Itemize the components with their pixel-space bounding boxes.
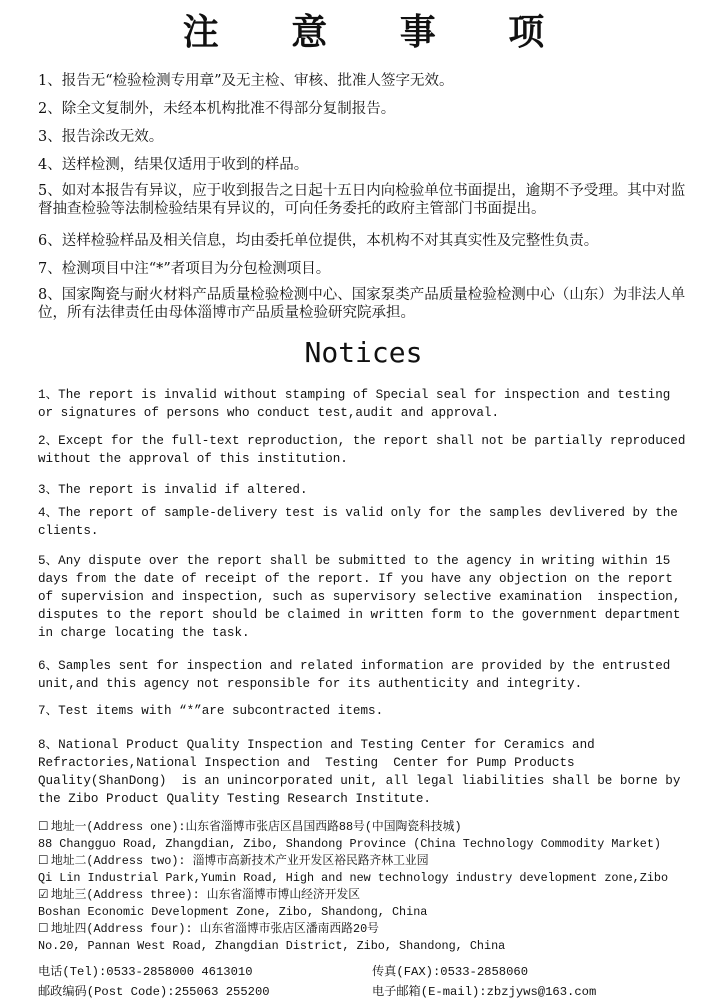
notice-list-english	[38, 386, 693, 808]
address-four-english: No.20, Pannan West Road, Zhangdian District, Zibo, Shandong, China	[38, 938, 506, 953]
address-four-label: 地址四(Address four): 山东省淄博市张店区潘南西路20号	[51, 922, 379, 936]
notice-item-en-2: 2、Except for the full-text reproduction, the report shall not be partially reproduced without the approval of this institution.	[38, 434, 693, 466]
address-one-english: 88 Changguo Road, Zhangdian, Zibo, Shandong Province (China Technology Commodity Market)	[38, 836, 661, 851]
notice-item-cn-6: 6、送样检验样品及相关信息，均由委托单位提供，本机构不对其真实性及完整性负责。	[38, 233, 599, 249]
notice-item-en-5: 5、Any dispute over the report shall be submitted to the agency in writing within 15 days from the date of receipt of the report. If you have any objection on the report of supervision and inspection, such as supervisory selective examination inspection, disputes to the report should be claimed in written form to the government department in charge locating the task.	[38, 554, 688, 640]
address-two-checkbox[interactable]: ☐	[38, 853, 49, 867]
notice-item-en-7: 7、Test items with “*”are subcontracted items.	[38, 704, 384, 718]
notice-item-cn-5: 5、如对本报告有异议，应于收到报告之日起十五日内向检验单位书面提出，逾期不予受理。其中对监督抽查检验等法制检验结果有异议的，可向任务委托的政府主管部门书面提出。	[38, 183, 686, 217]
notice-list-chinese	[38, 72, 698, 322]
address-four-checkbox[interactable]: ☐	[38, 921, 49, 935]
page-title-english: Notices	[304, 336, 423, 369]
notice-item-cn-2: 2、除全文复制外，未经本机构批准不得部分复制报告。	[38, 101, 396, 117]
notice-item-cn-3: 3、报告涂改无效。	[38, 129, 164, 145]
telephone: 电话(Tel):0533-2858000 4613010	[38, 965, 253, 979]
notice-item-en-4: 4、The report of sample-delivery test is valid only for the samples devlivered by the clients.	[38, 506, 686, 538]
notice-item-cn-8: 8、国家陶瓷与耐火材料产品质量检验检测中心、国家泵类产品质量检验检测中心（山东）为非法人单位，所有法律责任由母体淄博市产品质量检验研究院承担。	[38, 287, 686, 321]
email-address[interactable]: 电子邮箱(E-mail):zbzjyws@163.com	[372, 985, 597, 999]
address-two-english: Qi Lin Industrial Park,Yumin Road, High and new technology industry development zone,Zibo	[38, 870, 669, 885]
address-three-label: 地址三(Address three): 山东省淄博市博山经济开发区	[51, 888, 361, 902]
address-three-checkbox[interactable]: ☑	[38, 887, 49, 901]
address-two-label: 地址二(Address two): 淄博市高新技术产业开发区裕民路齐林工业园	[51, 854, 429, 868]
contact-info	[38, 962, 708, 1002]
post-code: 邮政编码(Post Code):255063 255200	[38, 985, 270, 999]
address-three	[38, 886, 708, 904]
notice-item-en-6: 6、Samples sent for inspection and related information are provided by the entrusted unit,and this agency not responsible for its authenticity and integrity.	[38, 659, 678, 691]
address-list	[38, 818, 708, 954]
address-one-label: 地址一(Address one):山东省淄博市张店区昌国西路88号(中国陶瓷科技城)	[51, 820, 462, 834]
notice-item-cn-4: 4、送样检测，结果仅适用于收到的样品。	[38, 157, 309, 173]
page-title-chinese: 注 意 事 项	[182, 11, 575, 53]
address-one	[38, 818, 708, 836]
address-two	[38, 852, 708, 870]
address-one-checkbox[interactable]: ☐	[38, 819, 49, 833]
notice-item-cn-7: 7、检测项目中注“*”者项目为分包检测项目。	[38, 261, 331, 277]
address-three-english: Boshan Economic Development Zone, Zibo, Shandong, China	[38, 904, 428, 919]
notice-item-cn-1: 1、报告无“检验检测专用章”及无主检、审核、批准人签字无效。	[38, 73, 454, 89]
notice-item-en-8: 8、National Product Quality Inspection and Testing Center for Ceramics and Refractories,National Inspection and Testing Center for Pump Products Quality(ShanDong) is an unincorporated unit, all legal liabilities shall be borne by the Zibo Product Quality Testing Research Institute.	[38, 738, 688, 806]
fax: 传真(FAX):0533-2858060	[372, 965, 529, 979]
notice-item-en-3: 3、The report is invalid if altered.	[38, 483, 308, 497]
address-four	[38, 920, 708, 938]
notice-item-en-1: 1、The report is invalid without stamping of Special seal for inspection and testing or signatures of persons who conduct test,audit and approval.	[38, 388, 678, 420]
